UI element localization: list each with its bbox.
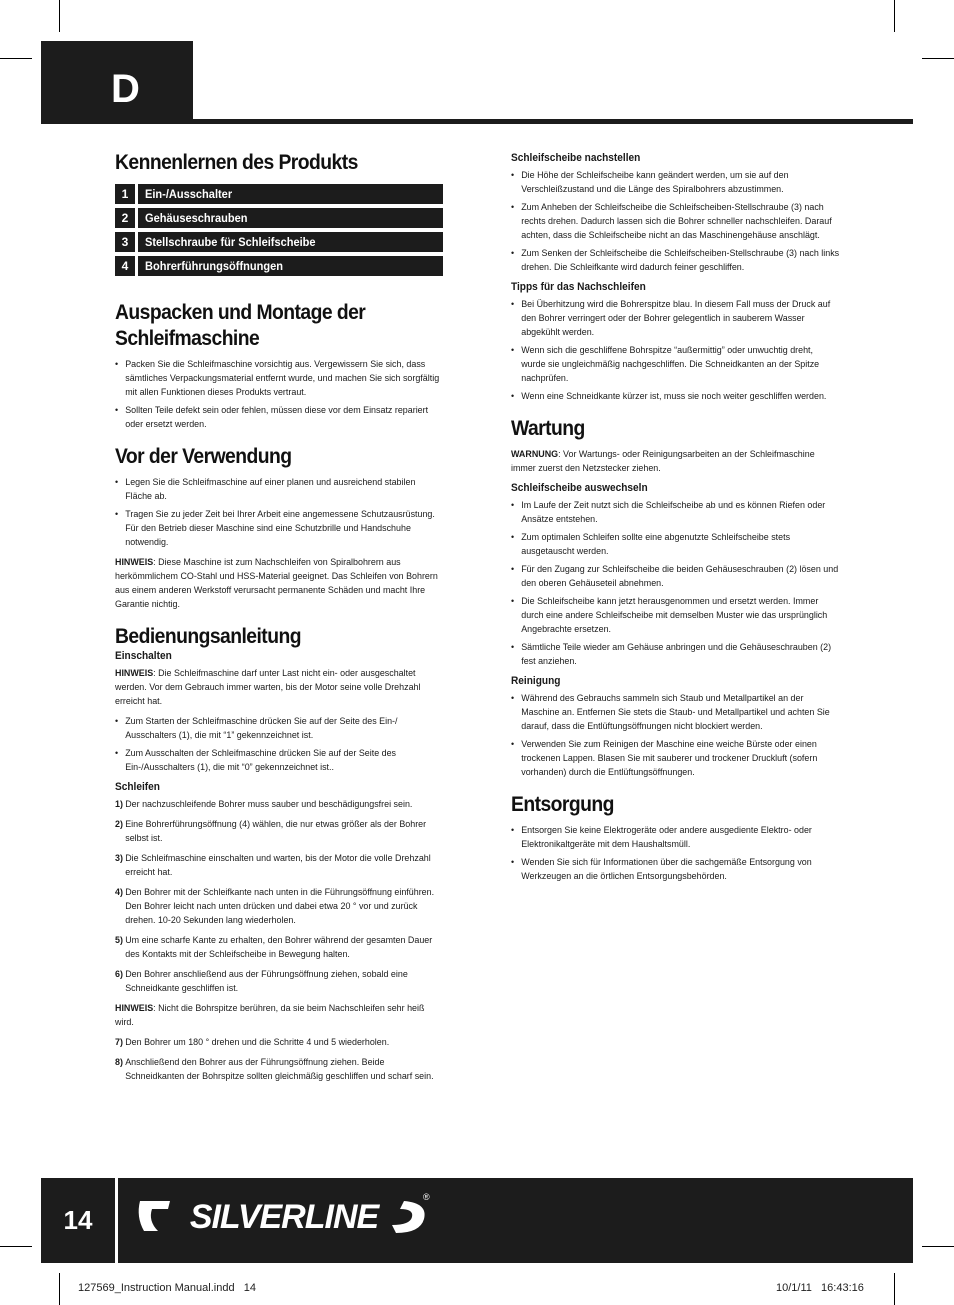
bullet-list bbox=[115, 715, 441, 775]
crop-mark bbox=[59, 0, 60, 32]
bullet-list bbox=[511, 824, 839, 884]
part-label-box bbox=[138, 184, 443, 204]
note-label: HINWEIS bbox=[115, 1003, 154, 1014]
file-info: 127569_Instruction Manual.indd 14 bbox=[78, 1282, 256, 1294]
part-label: Gehäuseschrauben bbox=[145, 211, 248, 225]
list-item: • Sollten Teile defekt sein oder fehlen, müssen diese vor dem Einsatz repariert oder ersetzt werden. bbox=[115, 404, 441, 432]
crop-mark bbox=[0, 1246, 32, 1247]
crop-mark bbox=[922, 1246, 954, 1247]
list-item: • Legen Sie die Schleifmaschine auf einer planen und ausreichend stabilen Fläche ab. bbox=[115, 476, 441, 504]
part-label-box bbox=[138, 256, 443, 276]
part-number: 4 bbox=[115, 256, 135, 276]
section-nachstellen bbox=[511, 152, 841, 275]
part-label: Bohrerführungsöffnungen bbox=[145, 259, 283, 273]
page-number: 14 bbox=[63, 1205, 93, 1235]
registered-mark: ® bbox=[423, 1192, 430, 1202]
section-produkt bbox=[115, 150, 443, 276]
parts-list bbox=[115, 184, 443, 276]
step-number: 4) bbox=[115, 887, 123, 898]
section-vor-der-verwendung bbox=[115, 444, 443, 612]
logo-wordmark: SILVERLINE bbox=[189, 1198, 379, 1236]
steps-list bbox=[115, 1036, 441, 1084]
header-rule bbox=[193, 119, 913, 124]
section-title: Kennenlernen des Produkts bbox=[115, 151, 358, 174]
crop-mark bbox=[0, 58, 32, 59]
part-number: 1 bbox=[115, 184, 135, 204]
step-number: 5) bbox=[115, 935, 123, 946]
date-info: 10/1/11 16:43:16 bbox=[776, 1282, 864, 1294]
steps-list bbox=[115, 798, 441, 996]
silverline-logo bbox=[134, 1191, 434, 1243]
step-text: Anschließend den Bohrer aus der Führungsöffnung ziehen. Beide Schneidkanten der Bohrspitze sollten gleichmäßig geschliffen und scharf sein. bbox=[125, 1057, 434, 1082]
step-text: Der nachzuschleifende Bohrer muss sauber und beschädigungsfrei sein. bbox=[125, 799, 413, 810]
left-column bbox=[115, 150, 443, 1090]
step-item bbox=[115, 1056, 441, 1084]
list-item: • Zum optimalen Schleifen sollte eine abgenutzte Schleifscheibe stets ausgetauscht werden. bbox=[511, 531, 839, 559]
step-item bbox=[115, 798, 441, 812]
step-item bbox=[115, 1036, 441, 1050]
warning-paragraph bbox=[511, 448, 839, 476]
list-item: • Zum Ausschalten der Schleifmaschine drücken Sie auf der Seite des Ein-/Ausschalters (1), die mit “0” gekennzeichnet ist.. bbox=[115, 747, 441, 775]
subheading: Schleifen bbox=[115, 781, 160, 793]
part-number: 2 bbox=[115, 208, 135, 228]
crop-mark bbox=[922, 58, 954, 59]
subheading: Schleifscheibe auswechseln bbox=[511, 482, 648, 494]
footer-divider bbox=[115, 1178, 118, 1263]
part-label-box bbox=[138, 232, 443, 252]
note-label: HINWEIS bbox=[115, 557, 154, 568]
subheading: Schleifscheibe nachstellen bbox=[511, 152, 641, 164]
subheading: Tipps für das Nachschleifen bbox=[511, 281, 646, 293]
section-title: Wartung bbox=[511, 417, 585, 440]
part-label: Ein-/Ausschalter bbox=[145, 187, 233, 201]
section-title: Schleifmaschine bbox=[115, 327, 260, 350]
crop-mark bbox=[894, 0, 895, 32]
section-title: Auspacken und Montage der bbox=[115, 301, 366, 324]
list-item: • Zum Starten der Schleifmaschine drücken Sie auf der Seite des Ein-/ Ausschalters (1), die mit “1” gekennzeichnet ist. bbox=[115, 715, 441, 743]
step-number: 1) bbox=[115, 799, 123, 810]
note-text: : Die Schleifmaschine darf unter Last nicht ein- oder ausgeschaltet werden. Vor dem Gebrauch immer warten, bis der Motor seine volle Drehzahl erreicht hat. bbox=[115, 668, 421, 707]
list-item: • Zum Senken der Schleifscheibe die Schleifscheiben-Stellschraube (3) nach links drehen. Die Schleifkante wird dadurch feiner geschliffen. bbox=[511, 247, 839, 275]
list-item: • Die Höhe der Schleifscheibe kann geändert werden, um sie auf den Verschleißzustand und die Länge des Spiralbohrers abzustimmen. bbox=[511, 169, 839, 197]
list-item: • Für den Zugang zur Schleifscheibe die beiden Gehäuseschrauben (2) lösen und den oberen Gehäuseteil abnehmen. bbox=[511, 563, 839, 591]
subheading: Reinigung bbox=[511, 675, 561, 687]
list-item: • Wenn eine Schneidkante kürzer ist, muss sie noch weiter geschliffen werden. bbox=[511, 390, 839, 404]
list-item: • Zum Anheben der Schleifscheibe die Schleifscheiben-Stellschraube (3) nach rechts drehen. Dadurch lassen sich die Bohrer schneller nachschleifen. Darauf achten, dass die Schleifscheibe nicht an das Maschinengehäuse anschlägt. bbox=[511, 201, 839, 243]
language-code: D bbox=[111, 67, 140, 111]
list-item: • Sämtliche Teile wieder am Gehäuse anbringen und die Gehäuseschrauben (2) fest anziehen. bbox=[511, 641, 839, 669]
note-text: : Nicht die Bohrspitze berühren, da sie beim Nachschleifen sehr heiß wird. bbox=[115, 1003, 425, 1028]
part-row bbox=[115, 208, 443, 228]
list-item: • Verwenden Sie zum Reinigen der Maschine eine weiche Bürste oder einen trockenen Lappen. Blasen Sie mit sauberer und trockener Druckluft (sofern vorhanden) durch die Entlüftungsöffnungen. bbox=[511, 738, 839, 780]
bullet-list bbox=[511, 169, 839, 275]
part-label-box bbox=[138, 208, 443, 228]
list-item: • Wenden Sie sich für Informationen über die sachgemäße Entsorgung von Werkzeugen an die örtlichen Entsorgungsbehörden. bbox=[511, 856, 839, 884]
list-item: • Bei Überhitzung wird die Bohrerspitze blau. In diesem Fall muss der Druck auf den Bohrer verringert oder der Bohrer gelegentlich in sauberem Wasser abgekühlt werden. bbox=[511, 298, 839, 340]
bullet-list bbox=[115, 476, 441, 550]
bullet-list bbox=[115, 358, 441, 432]
list-item: • Im Laufe der Zeit nutzt sich die Schleifscheibe ab und es können Riefen oder Ansätze entstehen. bbox=[511, 499, 839, 527]
right-column bbox=[511, 152, 841, 890]
step-number: 8) bbox=[115, 1057, 123, 1068]
note-label: HINWEIS bbox=[115, 668, 154, 679]
language-tab bbox=[41, 41, 193, 124]
list-item: • Wenn sich die geschliffene Bohrspitze “außermittig” oder unwuchtig dreht, wurde sie ungleichmäßig nachgeschliffen. Die Schneidkanten an der Spitze nachprüfen. bbox=[511, 344, 839, 386]
section-tipps bbox=[511, 281, 841, 404]
section-wartung bbox=[511, 416, 841, 780]
section-auspacken bbox=[115, 300, 443, 432]
part-number: 3 bbox=[115, 232, 135, 252]
step-text: Den Bohrer anschließend aus der Führungsöffnung ziehen, sobald eine Schneidkante geschliffen ist. bbox=[125, 969, 408, 994]
crop-mark bbox=[59, 1273, 60, 1305]
step-number: 7) bbox=[115, 1037, 123, 1048]
section-bedienung bbox=[115, 624, 443, 1084]
note-paragraph bbox=[115, 1002, 441, 1030]
step-item bbox=[115, 818, 441, 846]
note-paragraph bbox=[115, 667, 441, 709]
step-item bbox=[115, 886, 441, 928]
bullet-list bbox=[511, 298, 839, 404]
bullet-list bbox=[511, 499, 839, 669]
bullet-list bbox=[511, 692, 839, 780]
part-label: Stellschraube für Schleifscheibe bbox=[145, 235, 316, 249]
step-text: Um eine scharfe Kante zu erhalten, den Bohrer während der gesamten Dauer des Kontakts mit der Schleifscheibe in Bewegung halten. bbox=[125, 935, 433, 960]
subheading: Einschalten bbox=[115, 650, 172, 662]
list-item: • Die Schleifscheibe kann jetzt herausgenommen und ersetzt werden. Immer durch eine andere Schleifscheibe mit demselben Muster wie das ursprünglich Angebrachte ersetzen. bbox=[511, 595, 839, 637]
logo-swoosh-left bbox=[139, 1201, 170, 1231]
step-item bbox=[115, 852, 441, 880]
part-row bbox=[115, 256, 443, 276]
note-paragraph bbox=[115, 556, 441, 612]
warning-text: : Vor Wartungs- oder Reinigungsarbeiten an der Schleifmaschine immer zuerst den Netzstecker ziehen. bbox=[511, 449, 815, 474]
list-item: • Entsorgen Sie keine Elektrogeräte oder andere ausgediente Elektro- oder Elektronikaltgeräte mit dem Haushaltsmüll. bbox=[511, 824, 839, 852]
step-text: Die Schleifmaschine einschalten und warten, bis der Motor die volle Drehzahl erreicht hat. bbox=[125, 853, 431, 878]
step-text: Den Bohrer mit der Schleifkante nach unten in die Führungsöffnung einführen. Den Bohrer leicht nach unten drücken und dabei etwa 20 ° vor und zurück drehen. 10-20 Sekunden lang wiederholen. bbox=[125, 887, 435, 926]
warning-label: WARNUNG bbox=[511, 449, 559, 460]
section-title: Entsorgung bbox=[511, 793, 614, 816]
step-item bbox=[115, 968, 441, 996]
note-text: : Diese Maschine ist zum Nachschleifen von Spiralbohrern aus herkömmlichem CO-Stahl und HSS-Material geeignet. Das Schleifen von Bohrern aus einem anderen Werkstoff verursacht permanente Schäden und macht Ihre Garantie nichtig. bbox=[115, 557, 438, 610]
list-item: • Während des Gebrauchs sammeln sich Staub und Metallpartikel an der Maschine an. Entfernen Sie stets die Staub- und Metallpartikel und achten Sie darauf, dass die Entlüftungsöffnungen nicht blockiert werden. bbox=[511, 692, 839, 734]
part-row bbox=[115, 232, 443, 252]
logo-swoosh-right bbox=[392, 1201, 425, 1233]
list-item: • Tragen Sie zu jeder Zeit bei Ihrer Arbeit eine angemessene Schutzausrüstung. Für den Betrieb dieser Maschine sind eine Schutzbrille und Handschuhe notwendig. bbox=[115, 508, 441, 550]
section-entsorgung bbox=[511, 792, 841, 884]
step-number: 2) bbox=[115, 819, 123, 830]
step-item bbox=[115, 934, 441, 962]
step-text: Den Bohrer um 180 ° drehen und die Schritte 4 und 5 wiederholen. bbox=[125, 1037, 390, 1048]
step-text: Eine Bohrerführungsöffnung (4) wählen, die nur etwas größer als der Bohrer selbst ist. bbox=[125, 819, 427, 844]
crop-mark bbox=[894, 1273, 895, 1305]
step-number: 6) bbox=[115, 969, 123, 980]
step-number: 3) bbox=[115, 853, 123, 864]
part-row bbox=[115, 184, 443, 204]
section-title: Vor der Verwendung bbox=[115, 445, 292, 468]
list-item: • Packen Sie die Schleifmaschine vorsichtig aus. Vergewissern Sie sich, dass sämtliches Verpackungsmaterial entfernt wurde, und machen Sie sich sorgfältig mit allen Funktionen dieses Produkts vertraut. bbox=[115, 358, 441, 400]
section-title: Bedienungsanleitung bbox=[115, 625, 301, 648]
